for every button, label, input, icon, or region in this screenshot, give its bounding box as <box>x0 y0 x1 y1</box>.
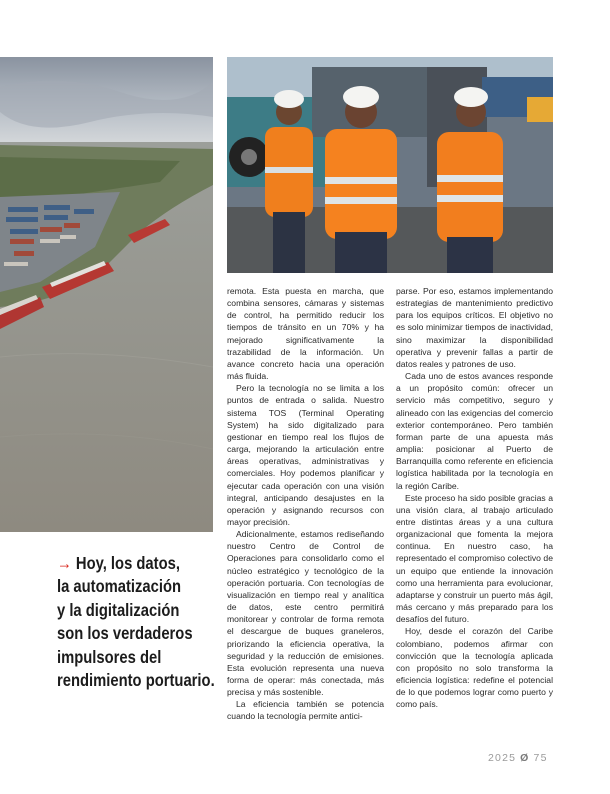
pull-quote-line: son los verdaderos <box>57 623 193 644</box>
pull-quote-line: la automatización <box>57 576 182 597</box>
pull-quote-line: y la digitalización <box>57 599 180 620</box>
page-folio <box>488 752 548 764</box>
paragraph: Cada uno de estos avances responde a un propósito común: ofrecer un servicio más competitivo, seguro y alineado con las exigencias del comercio exterior contemporáneo. Pero también forman parte de una apuesta más amplia: posicionar al Puerto de Barranquilla como referente en eficiencia logística habilitada por la tecnología en la región Caribe. <box>396 371 553 491</box>
arrow-icon: → <box>57 553 72 573</box>
folio-year: 2025 <box>488 752 517 764</box>
paragraph: La eficiencia también se potencia cuando la tecnología permite antici- <box>227 699 384 722</box>
paragraph: Este proceso ha sido posible gracias a una visión clara, al trabajo articulado entre distintas áreas y a una cultura organizacional que fomenta la mejora continua. En nuestro caso, ha representado el compromiso colectivo de un equipo que entiende la innovación como una herramienta para evolucionar, adaptarse y construir un puerto más ágil, más cercano y más preparado para los desafíos del futuro. <box>396 492 553 625</box>
paragraph: Adicionalmente, estamos rediseñando nuestro Centro de Control de Operaciones para consolidarlo como el núcleo estratégico y tecnológico de la operación portuaria. Con tecnologías de visualización en tiempo real y analítica de datos, este centro permitirá monitorear y controlar de forma remota el descargue de buques graneleros, priorizando la eficiencia operativa, la seguridad y la reducción de emisiones. Esta evolución representa una nueva forma de operar: más conectada, más precisa y más sostenible. <box>227 529 384 698</box>
folio-separator: Ø <box>520 752 530 764</box>
paragraph: parse. Por eso, estamos implementando estrategias de mantenimiento predictivo para los equipos críticos. El objetivo no es solo minimizar tiempos de inactividad, sino maximizar la disponibilidad operativa y prevenir fallas a partir de datos reales y patrones de uso. <box>396 286 553 369</box>
paragraph: remota. Esta puesta en marcha, que combina sensores, cámaras y sistemas de control, ha permitido reducir los tiempos de tránsito en un 70% y ha mejorado significativamente la trazabilidad de la información. Un avance concreto hacia una operación más fluida. <box>227 286 384 382</box>
pull-quote <box>57 552 215 692</box>
port-aerial-photo <box>0 57 213 532</box>
pull-quote-line: rendimiento portuario. <box>57 670 215 691</box>
workers-photo <box>227 57 553 273</box>
paragraph: Hoy, desde el corazón del Caribe colombiano, podemos afirmar con convicción que la tecnología aplicada con propósito no solo transforma la eficiencia logística: redefine el potencial de lo que podemos lograr como puerto y como país. <box>396 626 553 710</box>
text-column-1 <box>227 285 384 723</box>
page-number: 75 <box>533 752 548 764</box>
pull-quote-line: impulsores del <box>57 646 162 667</box>
pull-quote-line: Hoy, los datos, <box>75 553 180 573</box>
text-column-2 <box>396 285 553 710</box>
paragraph: Pero la tecnología no se limita a los puntos de entrada o salida. Nuestro sistema TOS (Terminal Operating System) ha sido digitalizado para gestionar en tiempo real los flujos de carga, mejorando la articulación entre áreas operativas, administrativas y comerciales. Hoy podemos planificar y ejecutar cada operación con una visión integral, anticipando desajustes en la operación y asignando recursos con mayor precisión. <box>227 383 384 527</box>
